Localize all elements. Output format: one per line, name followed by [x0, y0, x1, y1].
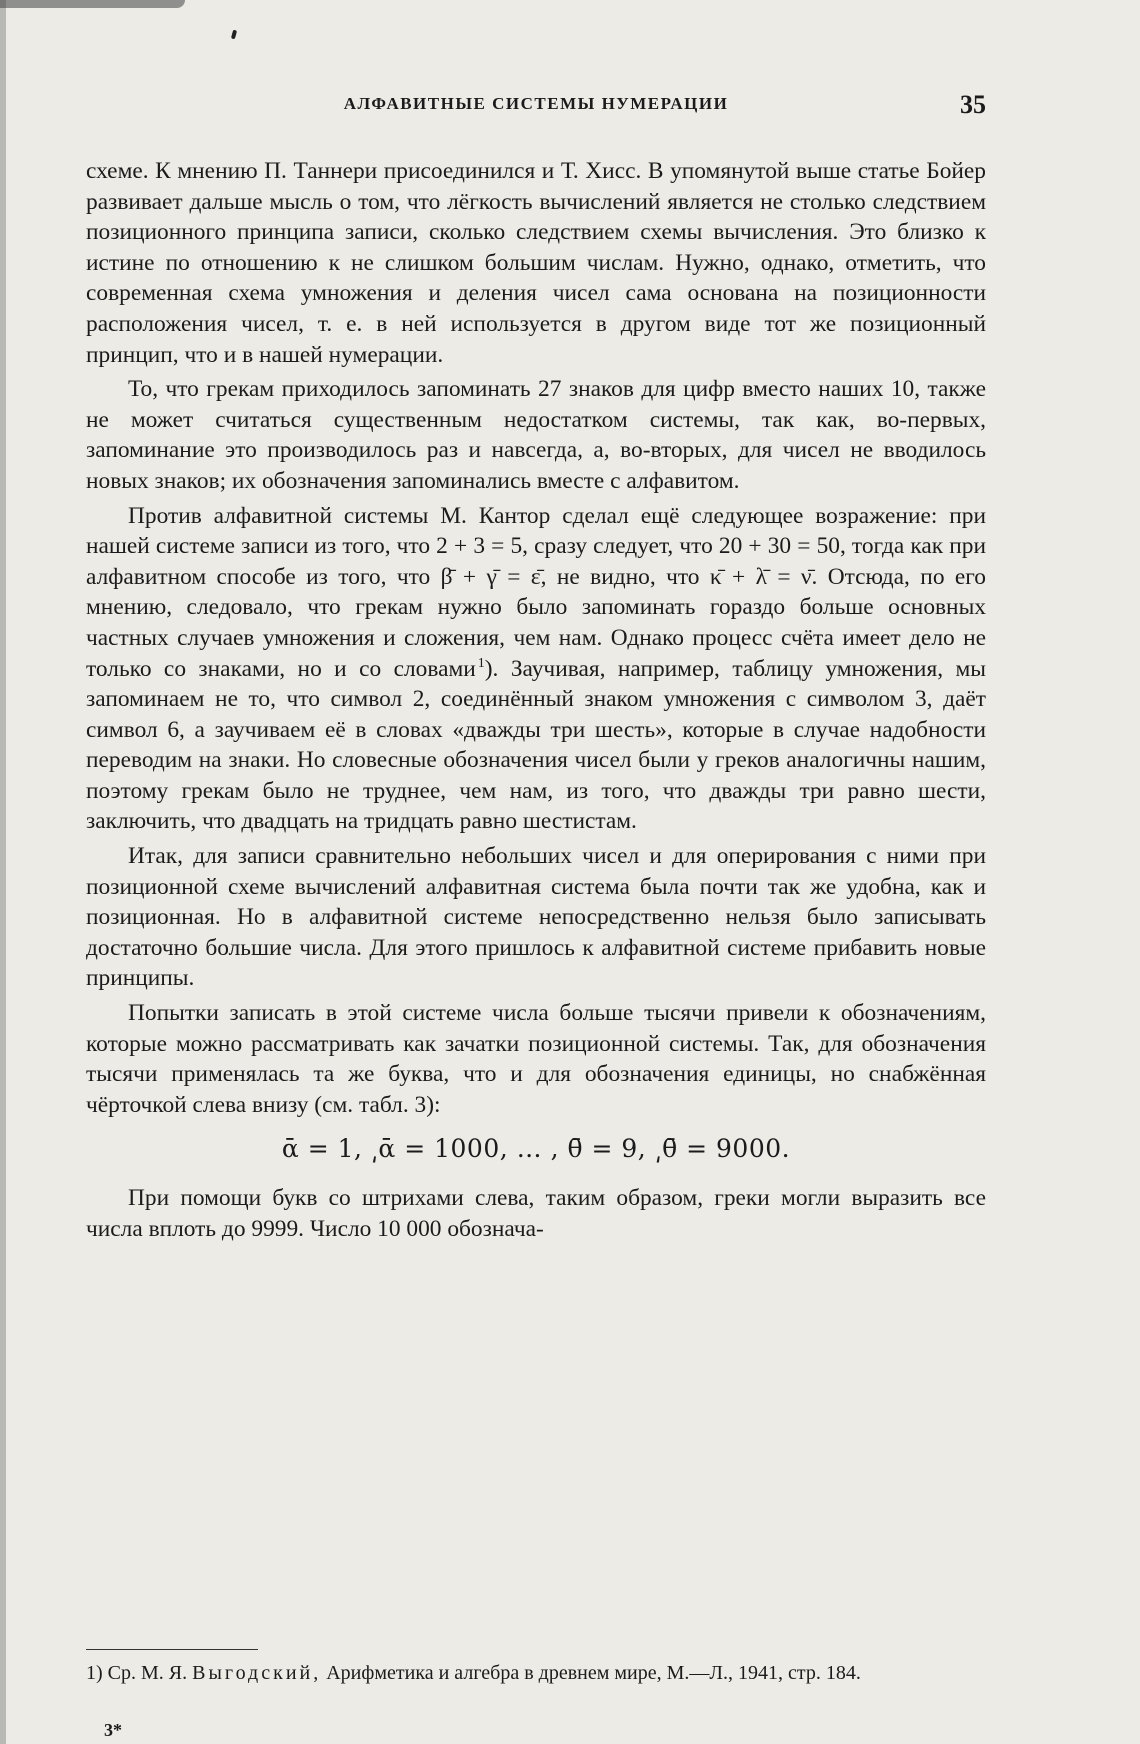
footnote-marker: 1): [86, 1662, 103, 1684]
paragraph-6: При помощи букв со штрихами слева, таким образом, греки могли выразить все числа вплоть до 9999. Число 10 000 обознача-: [86, 1185, 986, 1242]
scan-page-edge: [0, 0, 6, 1744]
body-text: [86, 156, 986, 1248]
footnote-rule: [86, 1649, 258, 1650]
paragraph-3-part-a: Против алфавитной системы М. Кантор сделал ещё следующее возражение: при нашей системе записи из того, что 2 + 3 = 5, сразу следует, что 20 + 30 = 50, тогда как при алфавитном способе из того, что β̄ + γ̄ = ε̄, не видно, что κ̄ + λ̄ = ν̄. Отсюда, по его мнению, следовало, что грекам нужно было запоминать гораздо больше основных частных случаев умножения и сложения, чем нам. Однако процесс счёта имеет дело не только со знаками, но и со словами: [86, 502, 986, 682]
footnote-author: Выгодский,: [192, 1662, 322, 1684]
formula: ᾱ = 1, ͵ᾱ = 1000, … , θ̄ = 9, ͵θ̄ = 9000.: [281, 1134, 791, 1164]
paragraph-3-part-b: ). Заучивая, например, таблицу умножения, мы запоминаем не то, что символ 2, соединённый знаком умножения с символом 3, даёт символ 6, а заучиваем её в словах «дважды три шесть», которые в случае надобности переводим на знаки. Но словесные обозначения чисел были у греков аналогичны нашим, поэтому грекам было не труднее, чем нам, из того, что дважды три равно шести, заключить, что двадцать на тридцать равно шестистам.: [86, 655, 986, 835]
footnote: [86, 1660, 986, 1686]
ink-dot: [231, 30, 237, 40]
paragraph-3: [86, 501, 986, 838]
paragraph-1: схеме. К мнению П. Таннери присоединился и Т. Хисс. В упомянутой выше статье Бойер развивает дальше мысль о том, что лёгкость вычислений является не столько следствием позиционного принципа записи, сколько следствием схемы вычисления. Это близко к истине по отношению к не слишком большим числам. Нужно, однако, отметить, что современная схема умножения и деления чисел сама основана на позиционности расположения чисел, т. е. в ней используется в другом виде тот же позиционный принцип, что и в нашей нумерации.: [86, 158, 986, 368]
paragraph-4: Итак, для записи сравнительно небольших чисел и для оперирования с ними при позиционной схеме вычислений алфавитная система была почти так же удобна, как и позиционная. Но в алфавитной системе непосредственно нельзя было записывать достаточно большие числа. Для этого пришлось к алфавитной системе прибавить новые принципы.: [86, 843, 986, 992]
footnote-text: Арифметика и алгебра в древнем мире, М.—Л., 1941, стр. 184.: [326, 1662, 861, 1684]
page-header: [86, 90, 986, 128]
running-title: АЛФАВИТНЫЕ СИСТЕМЫ НУМЕРАЦИИ: [343, 94, 729, 113]
paragraph-5: Попытки записать в этой системе числа больше тысячи привели к обозначениям, которые можно рассматривать как зачатки позиционной системы. Так, для обозначения тысячи применялась та же буква, что и для обозначения единицы, но снабжённая чёрточкой слева внизу (см. табл. 3):: [86, 1000, 986, 1118]
scan-smudge: [0, 0, 185, 8]
page-number: 35: [960, 90, 986, 119]
footnote-prefix: Ср. М. Я.: [107, 1662, 188, 1684]
footnote-ref: 1: [477, 655, 485, 671]
paragraph-2: То, что грекам приходилось запоминать 27 знаков для цифр вместо наших 10, также не может считаться существенным недостатком системы, так как, во-первых, запоминание это производилось раз и навсегда, а, во-вторых, для чисел не вводилось новых знаков; их обозначения запоминались вместе с алфавитом.: [86, 376, 986, 494]
signature-mark: 3*: [104, 1720, 122, 1740]
